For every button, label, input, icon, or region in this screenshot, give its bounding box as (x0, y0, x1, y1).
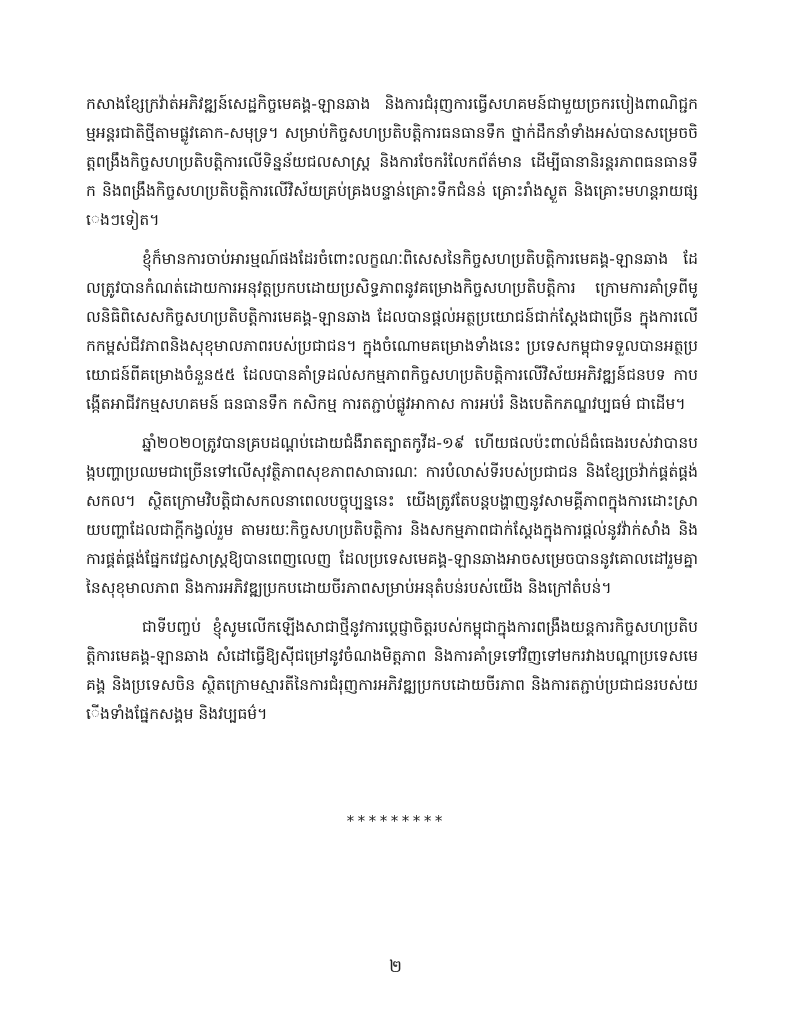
paragraph-1: កសាងខ្សែក្រវ៉ាត់អភិវឌ្ឍន៍សេដ្ឋកិច្ចមេគង្គ-ឡានឆាង និងការជំរុញការធ្វើសហគមន៍ជាមួយច្រករបៀងពាណិជ្ជកម្មអន្តរជាតិថ្មីតាមផ្លូវគោក-សមុទ្រ។ សម្រាប់កិច្ចសហប្រតិបត្តិការធនធានទឹក ថ្នាក់ដឹកនាំទាំងអស់បានសម្រេចចិត្តពង្រឹងកិច្ចសហប្រតិបត្តិការលើទិន្នន័យជលសាស្ត្រ និងការចែករំលែកព័ត៌មាន ដើម្បីធានានិរន្តរភាពធនធានទឹក និងពង្រឹងកិច្ចសហប្រតិបត្តិការលើវិស័យគ្រប់គ្រងបន្ទាន់គ្រោះទឹកជំនន់ គ្រោះរាំងស្ងួត និងគ្រោះមហន្តរាយផ្សេងៗទៀត។ (86, 95, 698, 229)
paragraph-4: ជាទីបញ្ចប់ ខ្ញុំសូមលើកឡើងសាជាថ្មីនូវការប្តេជ្ញាចិត្តរបស់កម្ពុជាក្នុងការពង្រឹងយន្តការកិច្ចសហប្រតិបត្តិការមេគង្គ-ឡានឆាង សំដៅធ្វើឱ្យស៊ីជម្រៅនូវចំណងមិត្តភាព និងការគាំទ្រទៅវិញទៅមករវាងបណ្តាប្រទេសមេគង្គ និងប្រទេសចិន ស្ថិតក្រោមស្មារតីនៃការជំរុញការអភិវឌ្ឍប្រកបដោយចីរភាព និងការតភ្ជាប់ប្រជាជនរបស់យើងទាំងផ្នែកសង្គម និងវប្បធម៌។ (86, 618, 698, 723)
paragraph-2: ខ្ញុំក៏មានការចាប់អារម្មណ៍ផងដែរចំពោះលក្ខណៈពិសេសនៃកិច្ចសហប្រតិបត្តិការមេគង្គ-ឡានឆាង ដែលត្រូវបានកំណត់ដោយការអនុវត្តប្រកបដោយប្រសិទ្ធភាពនូវគម្រោងកិច្ចសហប្រតិបត្តិការ ក្រោមការគាំទ្រពីមូលនិធិពិសេសកិច្ចសហប្រតិបត្តិការមេគង្គ-ឡានឆាង ដែលបានផ្តល់អត្ថប្រយោជន៍ជាក់ស្តែងជាច្រើន ក្នុងការលើកកម្ពស់ជីវភាពនិងសុខុមាលភាពរបស់ប្រជាជន។ ក្នុងចំណោមគម្រោងទាំងនេះ ប្រទេសកម្ពុជាទទួលបានអត្ថប្រយោជន៍ពីគម្រោងចំនួន៥៥ ដែលបានគាំទ្រដល់សកម្មភាពកិច្ចសហប្រតិបត្តិការលើវិស័យអភិវឌ្ឍន៍ជនបទ កាបង្កើតអាជីវកម្មសហគមន៍ ធនធានទឹក កសិកម្ម ការតភ្ជាប់ផ្លូវអាកាស ការអប់រំ និងបេតិកភណ្ឌវប្បធម៌ ជាដើម។ (86, 250, 698, 413)
body-text (86, 90, 698, 739)
section-separator: ********* (345, 812, 446, 830)
page-number: ២ (389, 957, 402, 977)
paragraph-3: ឆ្នាំ២០២០ត្រូវបានគ្របដណ្តប់ដោយជំងឺរាតត្បាតកូវីដ-១៩ ហើយផលប៉ះពាល់ដ៏ធំធេងរបស់វាបានបង្កបញ្ហាប្រឈមជាច្រើនទៅលើសុវត្ថិភាពសុខភាពសាធារណៈ ការបំលាស់ទីរបស់ប្រជាជន និងខ្សែច្រវ៉ាក់ផ្គត់ផ្គង់សកល។ ស្ថិតក្រោមវិបត្តិជាសកលនាពេលបច្ចុប្បន្ននេះ យើងត្រូវតែបន្តបង្ហាញនូវសាមគ្គីភាពក្នុងការដោះស្រាយបញ្ហាដែលជាក្តីកង្វល់រួម តាមរយៈកិច្ចសហប្រតិបត្តិការ និងសកម្មភាពជាក់ស្តែងក្នុងការផ្តល់នូវវ៉ាក់សាំង និងការផ្គត់ផ្គង់ផ្នែកវេជ្ជសាស្ត្រឱ្យបានពេញលេញ ដែលប្រទេសមេគង្គ-ឡានឆាងអាចសម្រេចបាននូវគោលដៅរួមគ្នានៃសុខុមាលភាព និងការអភិវឌ្ឍប្រកបដោយចីរភាពសម្រាប់អនុតំបន់របស់យើង និងក្រៅតំបន់។ (86, 434, 698, 597)
